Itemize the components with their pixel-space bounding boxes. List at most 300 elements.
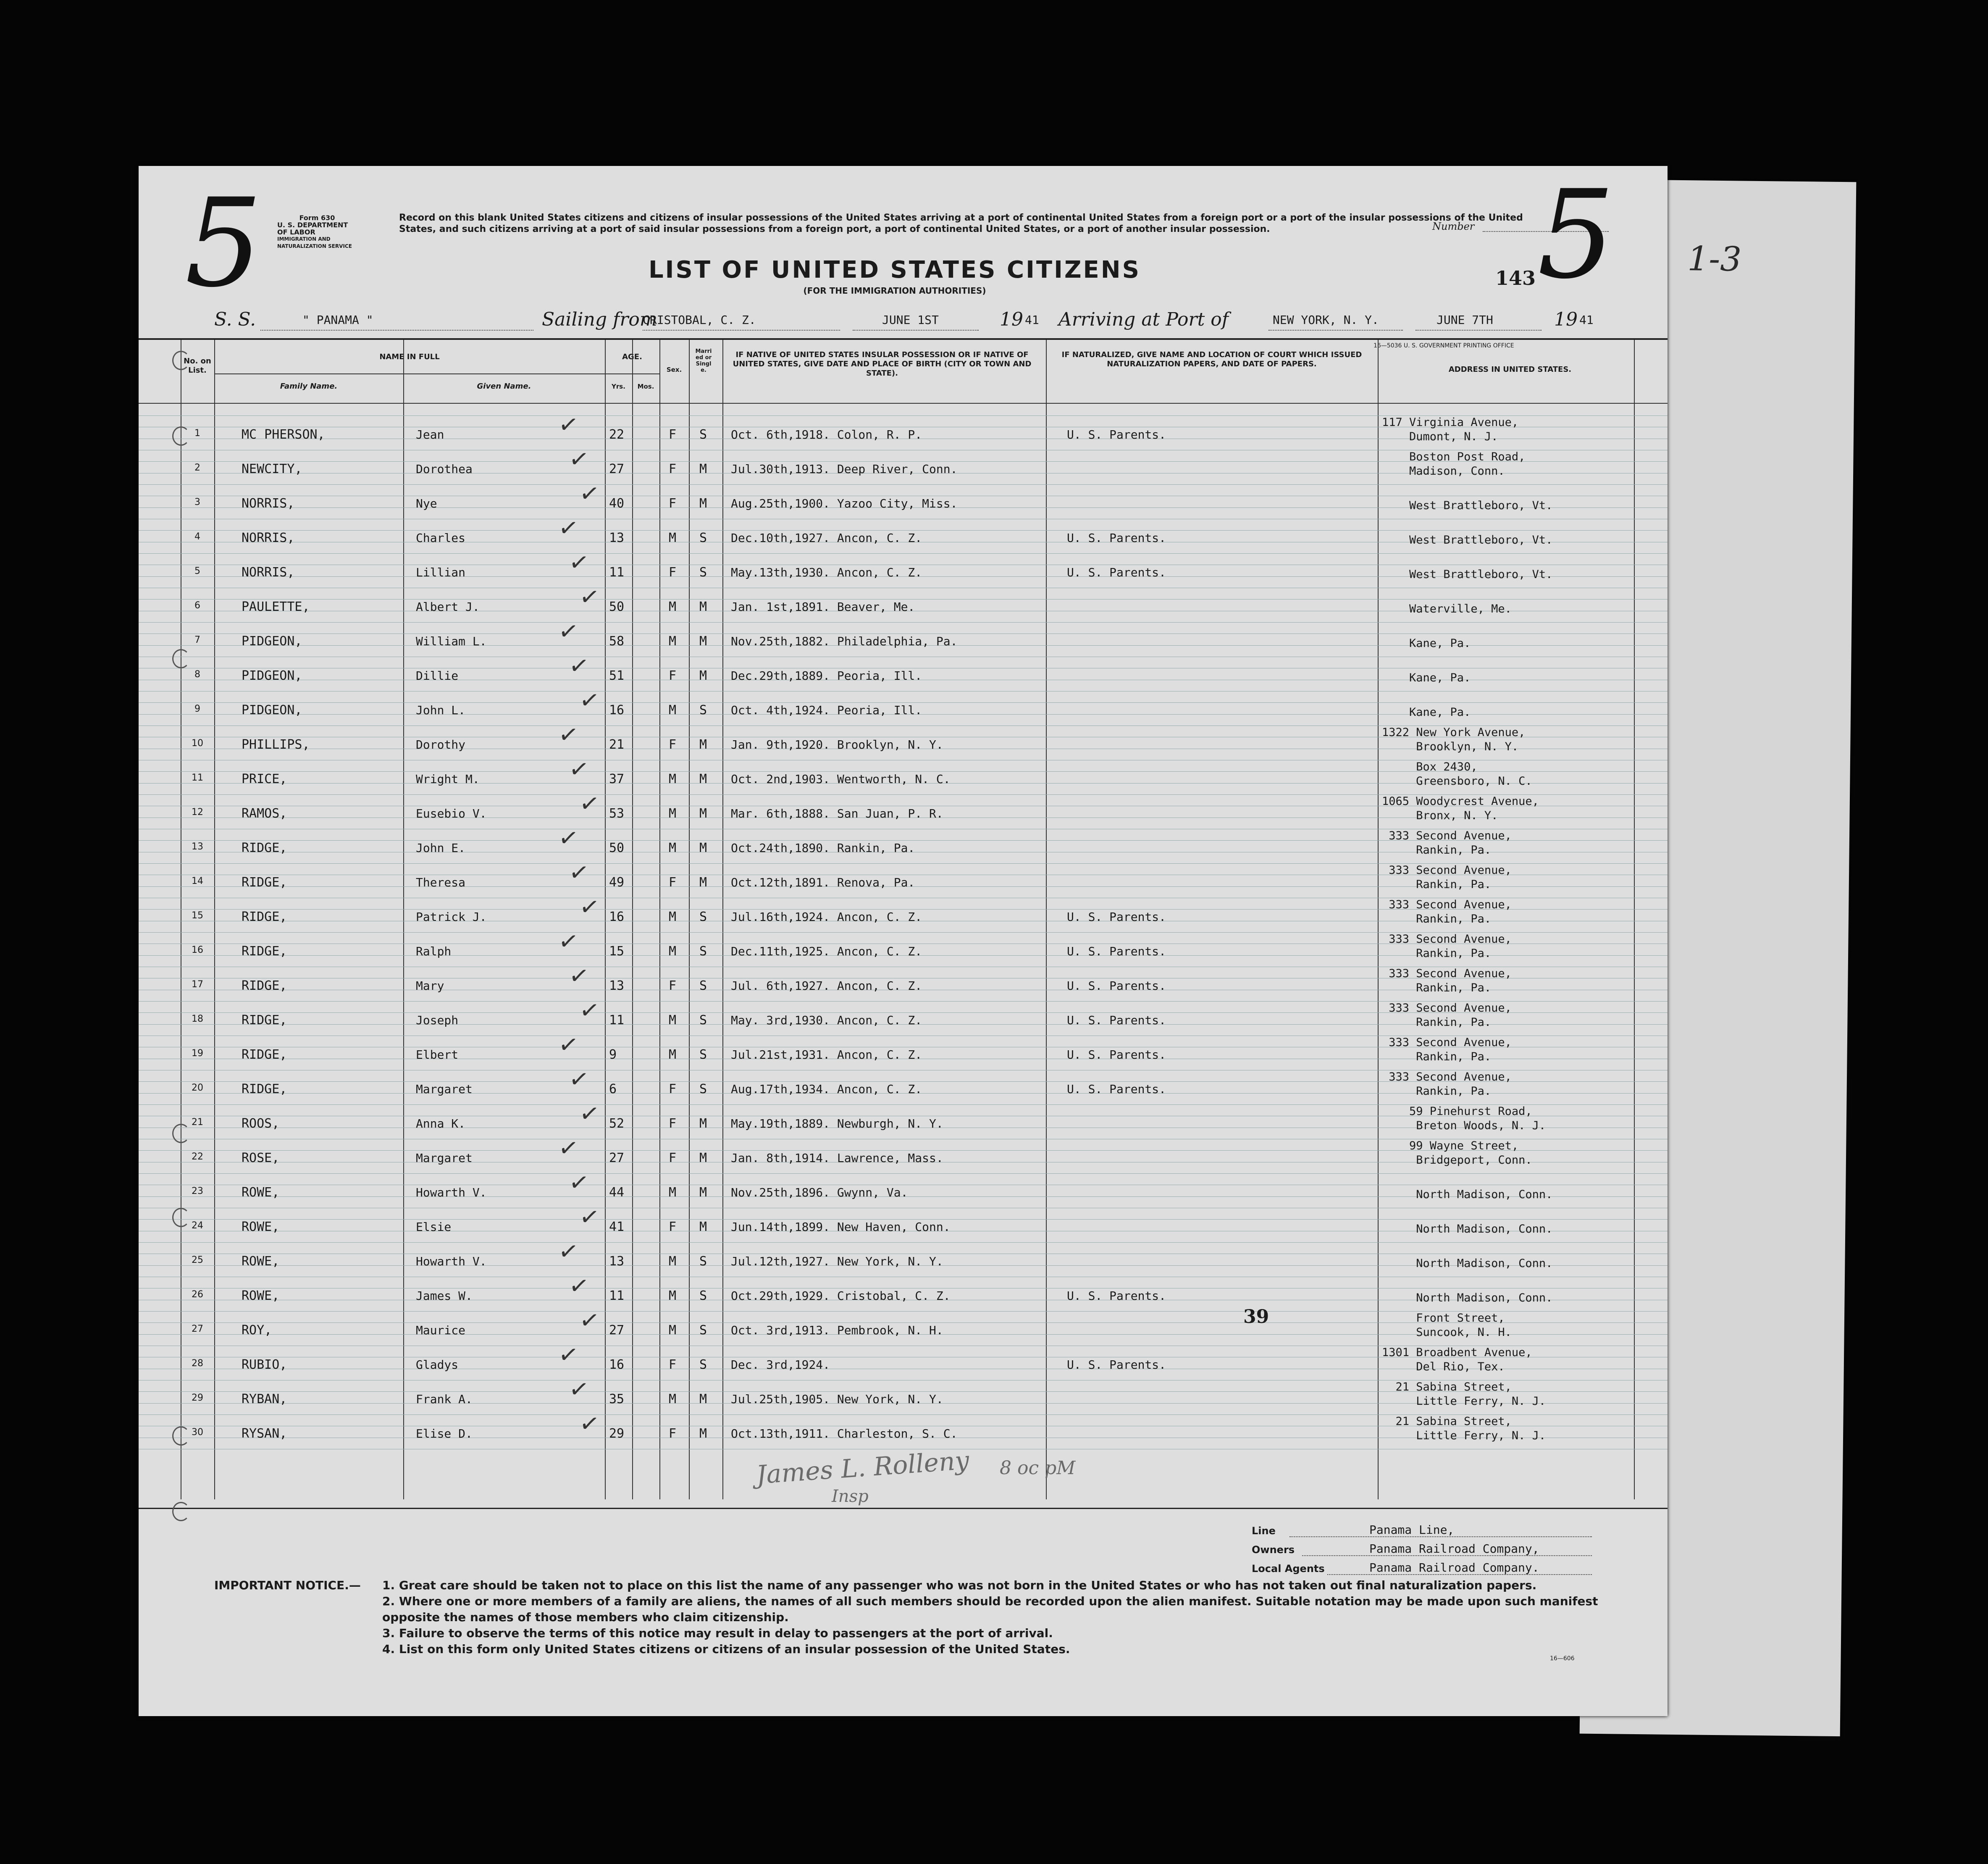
check-mark-icon: ✓ [557,1237,580,1267]
sex-cell: F [669,1357,677,1372]
given-name-cell: John L. [416,703,466,717]
given-name-cell: Dorothea [416,462,473,476]
col-header-yrs: Yrs. [612,383,625,390]
sex-cell: M [669,1288,677,1303]
marital-status-cell: S [699,978,707,993]
given-name-cell: William L. [416,634,487,648]
address-cell: North Madison, Conn. [1416,1223,1553,1236]
handwritten-five-right: 5 [1537,164,1615,306]
address-cell: Boston Post Road, Madison, Conn. [1409,450,1526,478]
age-cell: 50 [609,599,625,614]
birth-cell: Dec.11th,1925. Ancon, C. Z. [731,944,922,958]
row-number: 16 [192,945,203,955]
check-mark-icon: ✓ [578,1306,601,1336]
marital-status-cell: S [699,1323,707,1338]
address-cell: 333 Second Avenue, Rankin, Pa. [1389,1002,1512,1029]
check-mark-icon: ✓ [578,582,601,612]
ship-name: " PANAMA " [302,313,373,327]
family-name-cell: ROY, [242,1323,272,1338]
age-cell: 27 [609,1151,625,1165]
marital-status-cell: M [699,1220,707,1234]
age-cell: 53 [609,806,625,821]
row-number: 19 [192,1048,203,1059]
punch-hole-5 [172,1208,190,1227]
check-mark-icon: ✓ [567,651,591,681]
given-name-cell: Joseph [416,1013,459,1027]
column-divider [605,340,606,1499]
punch-hole-6 [172,1426,190,1446]
family-name-cell: PAULETTE, [242,599,310,614]
row-number: 2 [194,463,200,473]
given-name-cell: Dillie [416,669,459,683]
sex-cell: F [669,737,677,752]
address-cell: North Madison, Conn. [1416,1257,1553,1270]
marital-status-cell: S [699,703,707,718]
age-cell: 52 [609,1116,625,1131]
check-mark-icon: ✓ [578,789,601,819]
address-cell: Kane, Pa. [1409,671,1471,684]
col-header-age: AGE. [622,352,642,361]
row-number: 8 [194,669,200,680]
passenger-table [139,338,1668,1509]
column-divider [659,340,660,1499]
given-name-cell: Anna K. [416,1117,466,1130]
sex-cell: M [669,634,677,649]
col-header-given: Given Name. [477,382,531,391]
notice-item: 4. List on this form only United States citizens or citizens of an insular possession of the United States. [382,1642,1070,1656]
given-name-cell: Nye [416,497,437,510]
notice-item: 3. Failure to observe the terms of this notice may result in delay to passengers at the port of arrival. [382,1626,1053,1640]
birth-cell: Oct.13th,1911. Charleston, S. C. [731,1427,958,1441]
family-name-cell: NORRIS, [242,496,295,511]
line-label: Line [1252,1525,1276,1537]
age-cell: 13 [609,531,625,545]
check-mark-icon: ✓ [567,858,591,888]
naturalization-cell: U. S. Parents. [1067,1358,1166,1372]
birth-cell: May. 3rd,1930. Ancon, C. Z. [731,1013,922,1027]
sex-cell: M [669,944,677,959]
sex-cell: M [669,772,677,786]
family-name-cell: MC PHERSON, [242,427,325,442]
page-header [139,166,1668,338]
address-cell: 1065 Woodycrest Avenue, Bronx, N. Y. [1382,795,1539,822]
row-number: 1 [194,428,200,439]
agents-value: Panama Railroad Company. [1369,1561,1539,1575]
birth-cell: Jul.16th,1924. Ancon, C. Z. [731,910,922,924]
given-name-cell: Elsie [416,1220,452,1234]
col-header-sex: Sex. [666,366,682,373]
naturalization-cell: U. S. Parents. [1067,1048,1166,1062]
notice-code: 16—606 [1550,1655,1575,1662]
address-cell: 333 Second Avenue, Rankin, Pa. [1389,864,1512,891]
check-mark-icon: ✓ [567,1168,591,1198]
age-cell: 41 [609,1220,625,1234]
annotation-39: 39 [1243,1306,1269,1328]
birth-cell: Jan. 1st,1891. Beaver, Me. [731,600,915,614]
naturalization-cell: U. S. Parents. [1067,1082,1166,1096]
given-name-cell: Patrick J. [416,910,487,924]
punch-hole-7 [172,1502,190,1521]
notice-item: 1. Great care should be taken not to place on this list the name of any passenger who was not born in the United States or who has not taken out final naturalization papers. [382,1578,1537,1592]
marital-status-cell: S [699,944,707,959]
arriving-year-prefix: 19 [1554,309,1578,330]
column-divider [632,340,633,1499]
given-name-cell: Gladys [416,1358,459,1372]
address-cell: Waterville, Me. [1409,602,1512,615]
age-cell: 13 [609,1254,625,1269]
col-header-native: IF NATIVE OF UNITED STATES INSULAR POSSESSION OR IF NATIVE OF UNITED STATES, GIVE DATE AND PLACE OF BIRTH (CITY OR TOWN AND STATE). [733,350,1032,378]
check-mark-icon: ✓ [557,1133,580,1163]
birth-cell: Oct. 6th,1918. Colon, R. P. [731,428,922,442]
column-divider [214,340,215,1499]
age-cell: 51 [609,668,625,683]
check-mark-icon: ✓ [567,1271,591,1301]
row-number: 13 [192,841,203,852]
check-mark-icon: ✓ [567,961,591,991]
given-name-cell: Maurice [416,1323,466,1337]
punch-hole-4 [172,1124,190,1143]
check-mark-icon: ✓ [578,479,601,509]
marital-status-cell: S [699,910,707,924]
column-divider [403,340,404,1499]
sailing-info [139,309,1668,334]
col-header-name: NAME IN FULL [379,352,440,361]
check-mark-icon: ✓ [567,1065,591,1094]
department-name: U. S. DEPARTMENT OF LABOR [277,221,348,236]
family-name-cell: RIDGE, [242,841,287,855]
birth-cell: Dec. 3rd,1924. [731,1358,830,1372]
given-name-cell: Jean [416,428,444,442]
address-cell: 21 Sabina Street, Little Ferry, N. J. [1395,1380,1546,1408]
marital-status-cell: M [699,462,707,476]
family-name-cell: PIDGEON, [242,668,302,683]
naturalization-cell: U. S. Parents. [1067,979,1166,993]
row-number: 24 [192,1220,203,1231]
birth-cell: Jul. 6th,1927. Ancon, C. Z. [731,979,922,993]
age-cell: 35 [609,1392,625,1407]
sailing-date-line [853,330,979,331]
row-number: 23 [192,1186,203,1196]
address-cell: Kane, Pa. [1409,637,1471,650]
family-name-cell: RIDGE, [242,944,287,959]
sex-cell: M [669,599,677,614]
family-name-cell: PIDGEON, [242,703,302,718]
address-cell: 333 Second Avenue, Rankin, Pa. [1389,1070,1512,1098]
agents-label: Local Agents [1252,1563,1325,1575]
owners-value: Panama Railroad Company, [1369,1542,1539,1556]
birth-cell: May.19th,1889. Newburgh, N. Y. [731,1117,943,1130]
sex-cell: F [669,496,677,511]
check-mark-icon: ✓ [557,823,580,853]
marital-status-cell: M [699,634,707,649]
age-cell: 27 [609,1323,625,1338]
age-cell: 16 [609,1357,625,1372]
given-name-cell: Wright M. [416,772,480,786]
sex-cell: F [669,565,677,580]
marital-status-cell: S [699,1254,707,1269]
row-number: 27 [192,1324,203,1334]
check-mark-icon: ✓ [578,1409,601,1439]
marital-status-cell: S [699,427,707,442]
marital-status-cell: M [699,1185,707,1200]
marital-status-cell: S [699,565,707,580]
sailing-from-label: Sailing from [542,309,657,330]
record-instructions: Record on this blank United States citizens and citizens of insular possessions of the United States arriving at a port of continental United States from a foreign port or a port of the insular possessions of the United States, and such citizens arriving at a port of said insular possessions from a foreign port, a port of continental United States, or a port of another insular possession. [399,213,1523,234]
sex-cell: M [669,531,677,545]
given-name-cell: Margaret [416,1151,473,1165]
back-page-mark: 1-3 [1687,239,1742,279]
age-cell: 40 [609,496,625,511]
family-name-cell: RIDGE, [242,978,287,993]
marital-status-cell: M [699,875,707,890]
row-number: 10 [192,738,203,749]
line-value: Panama Line, [1369,1523,1455,1537]
check-mark-icon: ✓ [557,513,580,543]
row-number: 12 [192,807,203,818]
address-cell: 1301 Broadbent Avenue, Del Rio, Tex. [1382,1346,1532,1373]
age-cell: 27 [609,462,625,476]
birth-cell: Oct. 3rd,1913. Pembrook, N. H. [731,1323,943,1337]
gpo-code: 16—5036 U. S. GOVERNMENT PRINTING OFFICE [1373,342,1514,349]
naturalization-cell: U. S. Parents. [1067,531,1166,545]
birth-cell: Aug.25th,1900. Yazoo City, Miss. [731,497,958,510]
arriving-year: 41 [1579,313,1594,327]
birth-cell: Jul.30th,1913. Deep River, Conn. [731,462,958,476]
ss-label: S. S. [214,309,256,330]
address-cell: 333 Second Avenue, Rankin, Pa. [1389,967,1512,994]
age-cell: 11 [609,565,625,580]
given-name-cell: Eusebio V. [416,807,487,820]
col-header-family: Family Name. [280,382,338,391]
birth-cell: Oct. 4th,1924. Peoria, Ill. [731,703,922,717]
marital-status-cell: M [699,1392,707,1407]
check-mark-icon: ✓ [567,444,591,474]
sex-cell: M [669,841,677,855]
address-cell: West Brattleboro, Vt. [1409,499,1553,512]
row-number: 7 [194,635,200,645]
given-name-cell: Ralph [416,944,452,958]
marital-status-cell: S [699,1288,707,1303]
given-name-cell: Mary [416,979,444,993]
row-number: 18 [192,1014,203,1024]
sex-cell: F [669,1116,677,1131]
birth-cell: Jan. 9th,1920. Brooklyn, N. Y. [731,738,943,752]
birth-cell: May.13th,1930. Ancon, C. Z. [731,565,922,579]
row-number: 17 [192,979,203,990]
row-number: 11 [192,773,203,783]
given-name-cell: Theresa [416,875,466,889]
form-number: Form 630 [299,214,335,222]
age-cell: 16 [609,703,625,718]
family-name-cell: RYSAN, [242,1426,287,1441]
sex-cell: F [669,427,677,442]
sex-cell: M [669,1392,677,1407]
birth-cell: Jan. 8th,1914. Lawrence, Mass. [731,1151,943,1165]
check-mark-icon: ✓ [578,996,601,1025]
address-cell: West Brattleboro, Vt. [1409,534,1553,547]
column-divider [722,340,723,1499]
age-cell: 44 [609,1185,625,1200]
naturalization-cell: U. S. Parents. [1067,910,1166,924]
check-mark-icon: ✓ [578,892,601,922]
marital-status-cell: S [699,531,707,545]
given-name-cell: Lillian [416,565,466,579]
family-name-cell: RIDGE, [242,1047,287,1062]
address-cell: 117 Virginia Avenue, Dumont, N. J. [1382,416,1519,443]
arriving-label: Arriving at Port of [1058,309,1229,330]
age-cell: 29 [609,1426,625,1441]
address-cell: 99 Wayne Street, Bridgeport, Conn. [1409,1139,1532,1167]
given-name-cell: Albert J. [416,600,480,614]
birth-cell: Nov.25th,1896. Gwynn, Va. [731,1186,908,1199]
punch-hole-1 [172,351,190,370]
age-cell: 22 [609,427,625,442]
birth-cell: Jul.12th,1927. New York, N. Y. [731,1254,943,1268]
naturalization-cell: U. S. Parents. [1067,1289,1166,1303]
family-name-cell: RIDGE, [242,1082,287,1096]
address-cell: 59 Pinehurst Road, Breton Woods, N. J. [1409,1105,1546,1132]
age-cell: 11 [609,1288,625,1303]
notice-item: 2. Where one or more members of a family are aliens, the names of all such members should be recorded upon the alien manifest. Suitable notation may be made upon such manifest opposite the names of those members who claim citizenship. [382,1594,1598,1624]
check-mark-icon: ✓ [557,720,580,750]
address-cell: North Madison, Conn. [1416,1291,1553,1304]
address-cell: Kane, Pa. [1409,706,1471,719]
service-name: IMMIGRATION AND NATURALIZATION SERVICE [277,236,352,249]
check-mark-icon: ✓ [557,1030,580,1060]
row-number: 9 [194,704,200,714]
age-cell: 9 [609,1047,617,1062]
sailing-date: JUNE 1ST [882,313,939,327]
row-number: 6 [194,600,200,611]
check-mark-icon: ✓ [578,686,601,715]
age-cell: 15 [609,944,625,959]
birth-cell: Dec.29th,1889. Peoria, Ill. [731,669,922,683]
sex-cell: M [669,910,677,924]
address-cell: Box 2430, Greensboro, N. C. [1416,760,1532,788]
given-name-cell: Elbert [416,1048,459,1062]
sex-cell: M [669,1185,677,1200]
address-cell: Front Street, Suncook, N. H. [1416,1312,1512,1339]
arriving-port-line [1268,330,1403,331]
address-cell: 1322 New York Avenue, Brooklyn, N. Y. [1382,726,1526,753]
family-name-cell: RIDGE, [242,875,287,890]
age-cell: 13 [609,978,625,993]
row-number: 15 [192,910,203,921]
birth-cell: Nov.25th,1882. Philadelphia, Pa. [731,634,958,648]
sex-cell: F [669,1220,677,1234]
sex-cell: F [669,1082,677,1096]
handwritten-five-left: 5 [185,173,263,314]
family-name-cell: ROSE, [242,1151,280,1165]
arriving-date-line [1415,330,1542,331]
marital-status-cell: S [699,1357,707,1372]
marital-status-cell: M [699,1426,707,1441]
arriving-port: NEW YORK, N. Y. [1273,313,1379,327]
signature-title: Insp [832,1487,869,1506]
column-divider [1378,340,1379,1499]
family-name-cell: ROWE, [242,1185,280,1200]
given-name-cell: Elise D. [416,1427,473,1441]
address-cell: 333 Second Avenue, Rankin, Pa. [1389,1036,1512,1063]
family-name-cell: NORRIS, [242,565,295,580]
address-cell: West Brattleboro, Vt. [1409,568,1553,581]
check-mark-icon: ✓ [578,1099,601,1129]
given-name-cell: Howarth V. [416,1186,487,1199]
given-name-cell: John E. [416,841,466,855]
marital-status-cell: S [699,1047,707,1062]
family-name-cell: PRICE, [242,772,287,786]
sailing-from-port: CRISTOBAL, C. Z. [643,313,756,327]
age-cell: 37 [609,772,625,786]
column-divider [689,340,690,1499]
naturalization-cell: U. S. Parents. [1067,565,1166,579]
sex-cell: M [669,703,677,718]
family-name-cell: RIDGE, [242,910,287,924]
address-cell: 21 Sabina Street, Little Ferry, N. J. [1395,1415,1546,1442]
family-name-cell: PIDGEON, [242,634,302,649]
address-cell: North Madison, Conn. [1416,1188,1553,1201]
row-number: 4 [194,531,200,542]
sex-cell: F [669,462,677,476]
marital-status-cell: M [699,772,707,786]
birth-cell: Aug.17th,1934. Ancon, C. Z. [731,1082,922,1096]
page-number: 143 [1495,267,1536,289]
punch-hole-2 [172,426,190,446]
col-header-mos: Mos. [637,383,654,390]
family-name-cell: NORRIS, [242,531,295,545]
marital-status-cell: M [699,496,707,511]
sex-cell: F [669,978,677,993]
birth-cell: Oct.29th,1929. Cristobal, C. Z. [731,1289,951,1303]
row-number: 21 [192,1117,203,1128]
birth-cell: Oct. 2nd,1903. Wentworth, N. C. [731,772,951,786]
signature-note: 8 oc pM [1000,1457,1076,1479]
naturalization-cell: U. S. Parents. [1067,428,1166,442]
row-number: 29 [192,1393,203,1403]
notice-items [382,1577,1642,1657]
check-mark-icon: ✓ [567,548,591,578]
age-cell: 21 [609,737,625,752]
age-cell: 6 [609,1082,617,1096]
given-name-cell: Margaret [416,1082,473,1096]
notice-label: IMPORTANT NOTICE.— [214,1578,361,1592]
marital-status-cell: M [699,668,707,683]
age-cell: 50 [609,841,625,855]
ship-line [260,330,533,331]
row-number: 22 [192,1152,203,1162]
sex-cell: M [669,1323,677,1338]
given-name-cell: Frank A. [416,1392,473,1406]
row-number: 5 [194,566,200,576]
sex-cell: M [669,1254,677,1269]
punch-hole-3 [172,649,190,668]
marital-status-cell: S [699,1082,707,1096]
check-mark-icon: ✓ [557,927,580,957]
given-name-cell: Charles [416,531,466,545]
birth-cell: Dec.10th,1927. Ancon, C. Z. [731,531,922,545]
given-name-cell: Howarth V. [416,1254,487,1268]
marital-status-cell: M [699,1151,707,1165]
marital-status-cell: M [699,1116,707,1131]
sex-cell: M [669,806,677,821]
check-mark-icon: ✓ [567,1375,591,1404]
family-name-cell: RUBIO, [242,1357,287,1372]
marital-status-cell: M [699,806,707,821]
page-title: LIST OF UNITED STATES CITIZENS [649,256,1141,284]
header-divider [139,403,1668,404]
form-info [277,214,357,250]
row-number: 20 [192,1083,203,1093]
